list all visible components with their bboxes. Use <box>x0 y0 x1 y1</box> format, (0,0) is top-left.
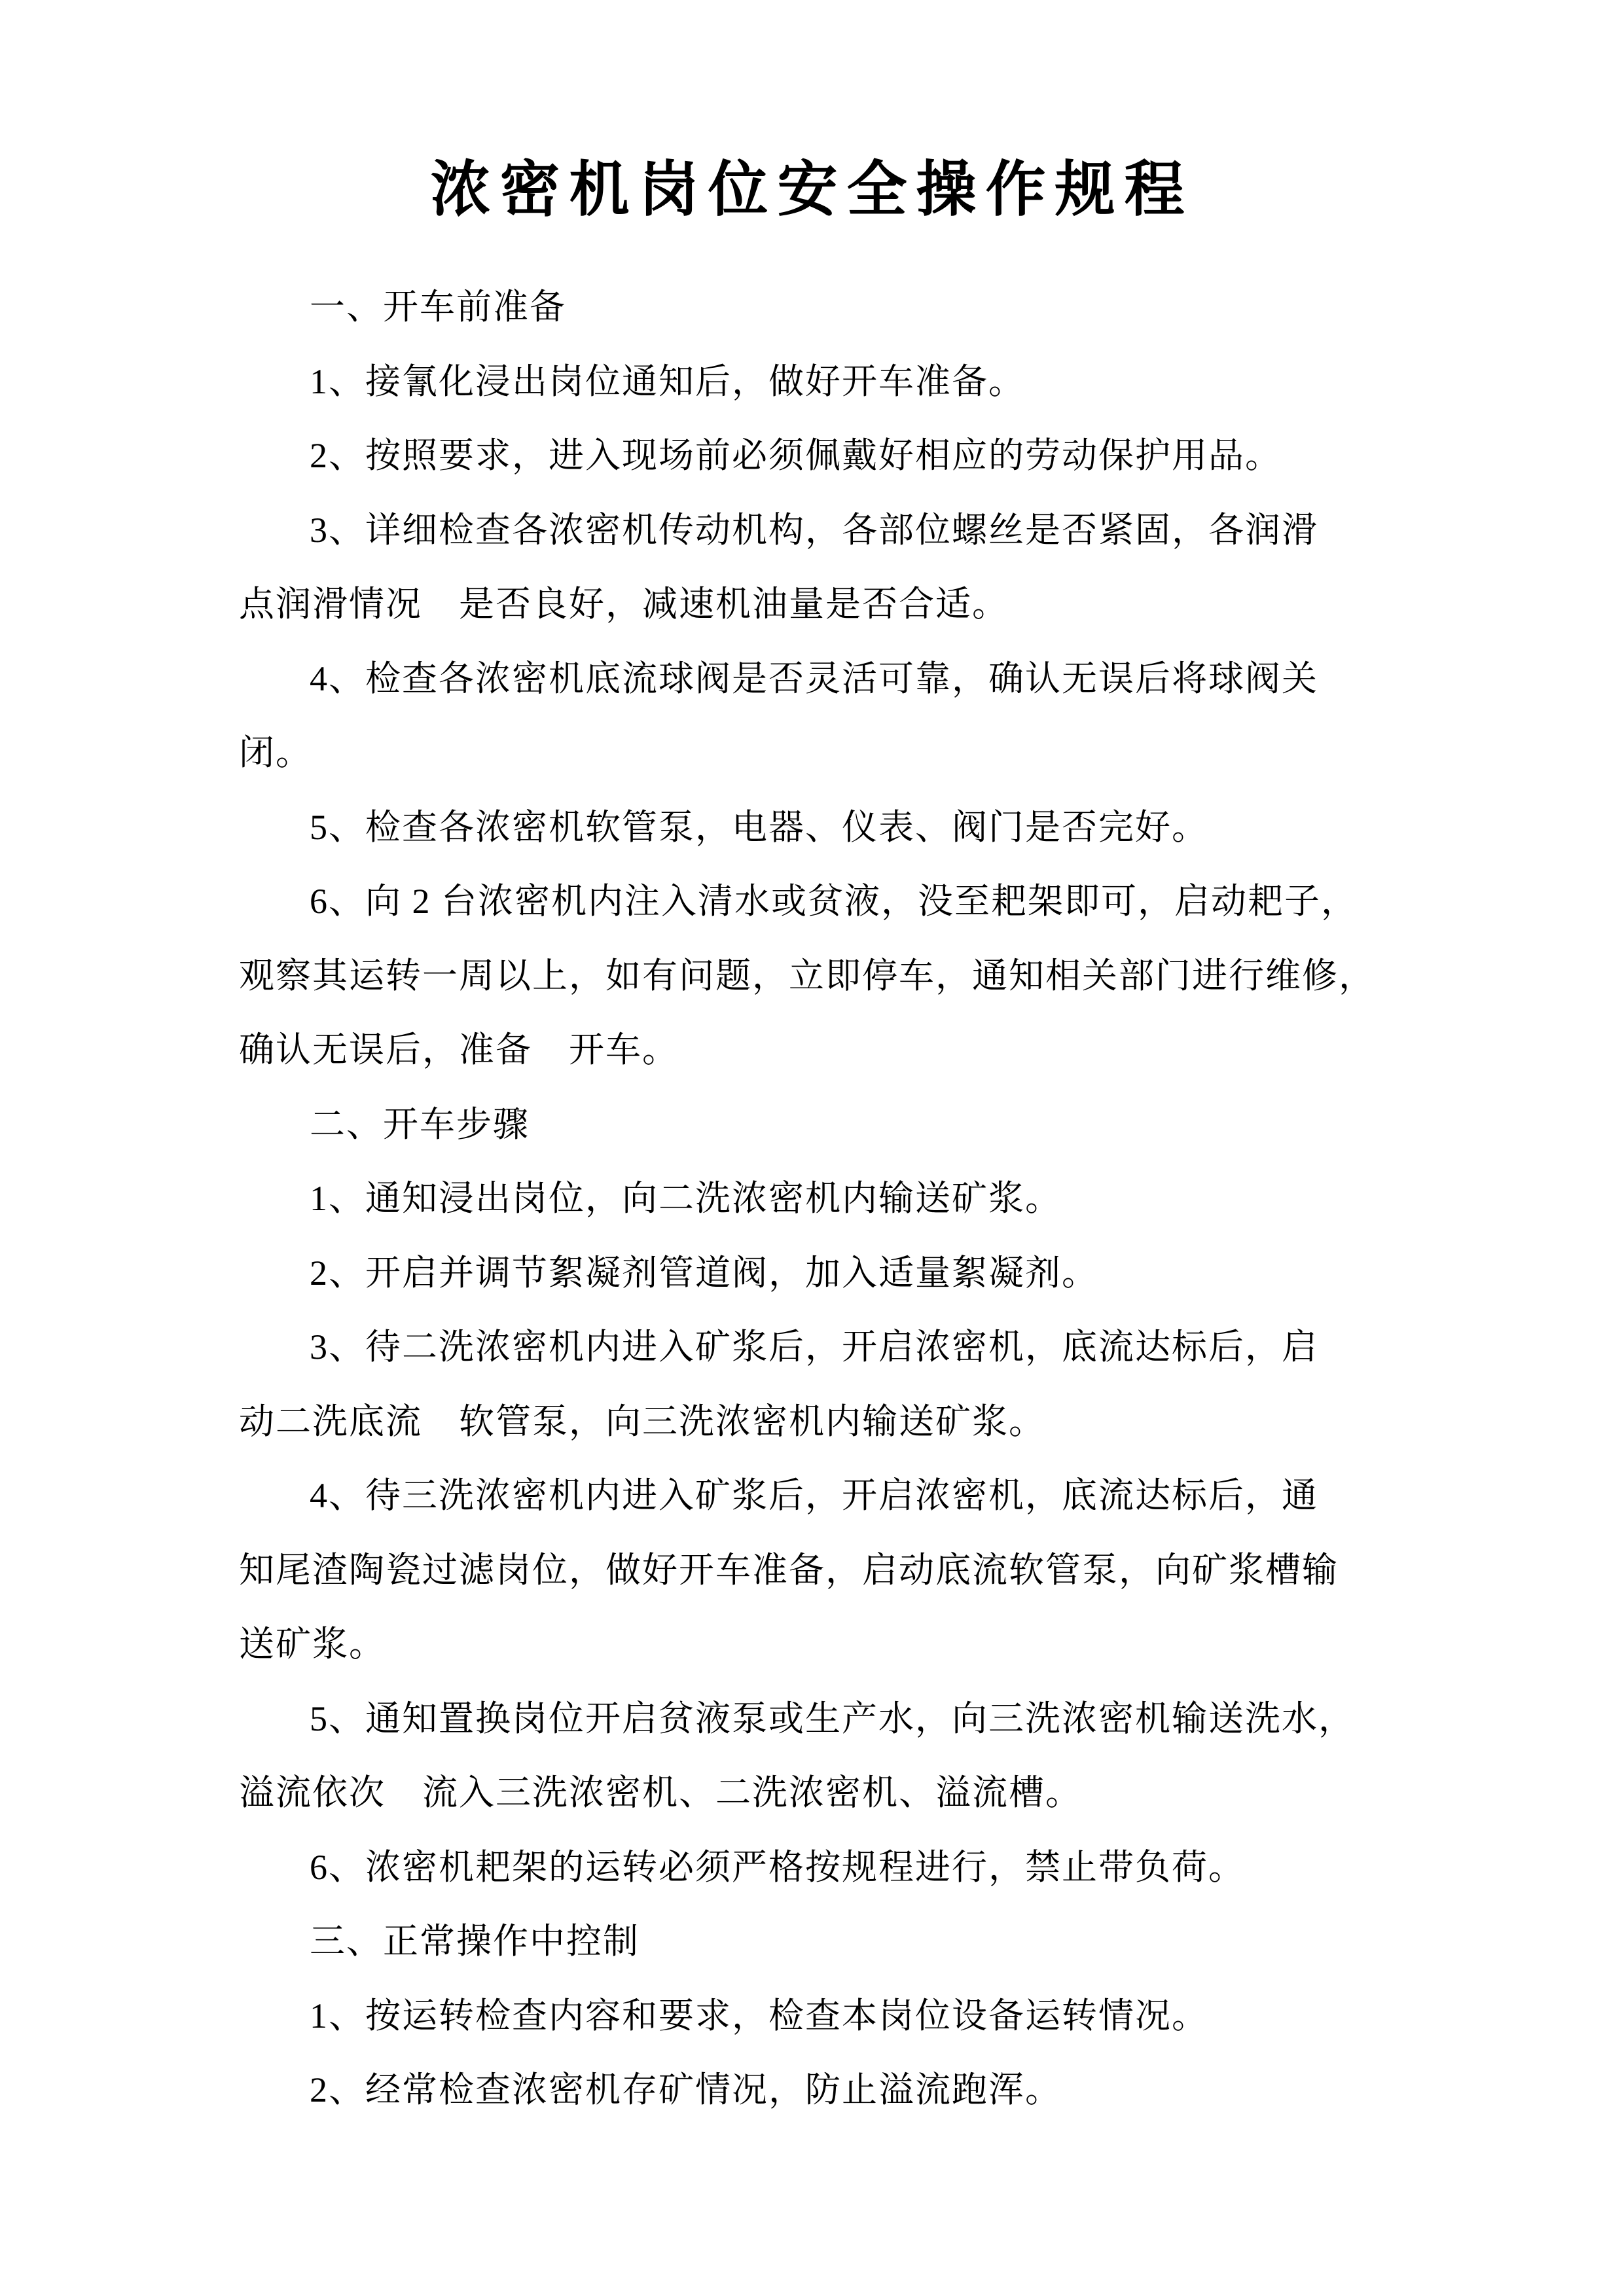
text-line: 6、向 2 台浓密机内注入清水或贫液，没至耙架即可，启动耙子， <box>310 882 1358 921</box>
text-line: 2、经常检查浓密机存矿情况，防止溢流跑浑。 <box>310 2070 1062 2109</box>
text-line: 3、详细检查各浓密机传动机构，各部位螺丝是否紧固，各润滑 <box>310 510 1318 550</box>
text-line: 1、按运转检查内容和要求，检查本岗位设备运转情况。 <box>310 1996 1208 2036</box>
document-body <box>239 270 1392 2128</box>
text-line: 知尾渣陶瓷过滤岗位，做好开车准备，启动底流软管泵，向矿浆槽输 <box>239 1550 1339 1590</box>
text-line: 5、检查各浓密机软管泵，电器、仪表、阀门是否完好。 <box>310 807 1208 847</box>
text-line: 3、待二洗浓密机内进入矿浆后，开启浓密机，底流达标后，启 <box>310 1327 1318 1367</box>
text-line: 4、检查各浓密机底流球阀是否灵活可靠，确认无误后将球阀关 <box>310 658 1318 698</box>
text-line: 6、浓密机耙架的运转必须严格按规程进行，禁止带负荷。 <box>310 1847 1245 1887</box>
text-line: 一、开车前准备 <box>310 287 566 327</box>
text-line: 闭。 <box>239 733 312 772</box>
text-line: 溢流依次 流入三洗浓密机、二洗浓密机、溢流槽。 <box>239 1773 1082 1812</box>
text-line: 观察其运转一周以上，如有问题，立即停车，通知相关部门进行维修， <box>239 956 1375 996</box>
text-line: 1、接氰化浸出岗位通知后，做好开车准备。 <box>310 361 1025 401</box>
text-line: 1、通知浸出岗位，向二洗浓密机内输送矿浆。 <box>310 1179 1062 1218</box>
document-title: 浓密机岗位安全操作规程 <box>430 156 1194 223</box>
text-line: 4、待三洗浓密机内进入矿浆后，开启浓密机，底流达标后，通 <box>310 1476 1318 1515</box>
text-line: 三、正常操作中控制 <box>310 1922 640 1961</box>
text-line: 5、通知置换岗位开启贫液泵或生产水，向三洗浓密机输送洗水， <box>310 1698 1355 1738</box>
text-line: 2、按照要求，进入现场前必须佩戴好相应的劳动保护用品。 <box>310 436 1282 475</box>
text-line: 送矿浆。 <box>239 1624 386 1664</box>
text-line: 二、开车步骤 <box>310 1104 530 1144</box>
text-line: 2、开启并调节絮凝剂管道阀，加入适量絮凝剂。 <box>310 1253 1098 1293</box>
text-line: 确认无误后，准备 开车。 <box>239 1030 679 1069</box>
text-line: 点润滑情况 是否良好，减速机油量是否合适。 <box>239 584 1009 624</box>
text-line: 动二洗底流 软管泵，向三洗浓密机内输送矿浆。 <box>239 1401 1045 1441</box>
